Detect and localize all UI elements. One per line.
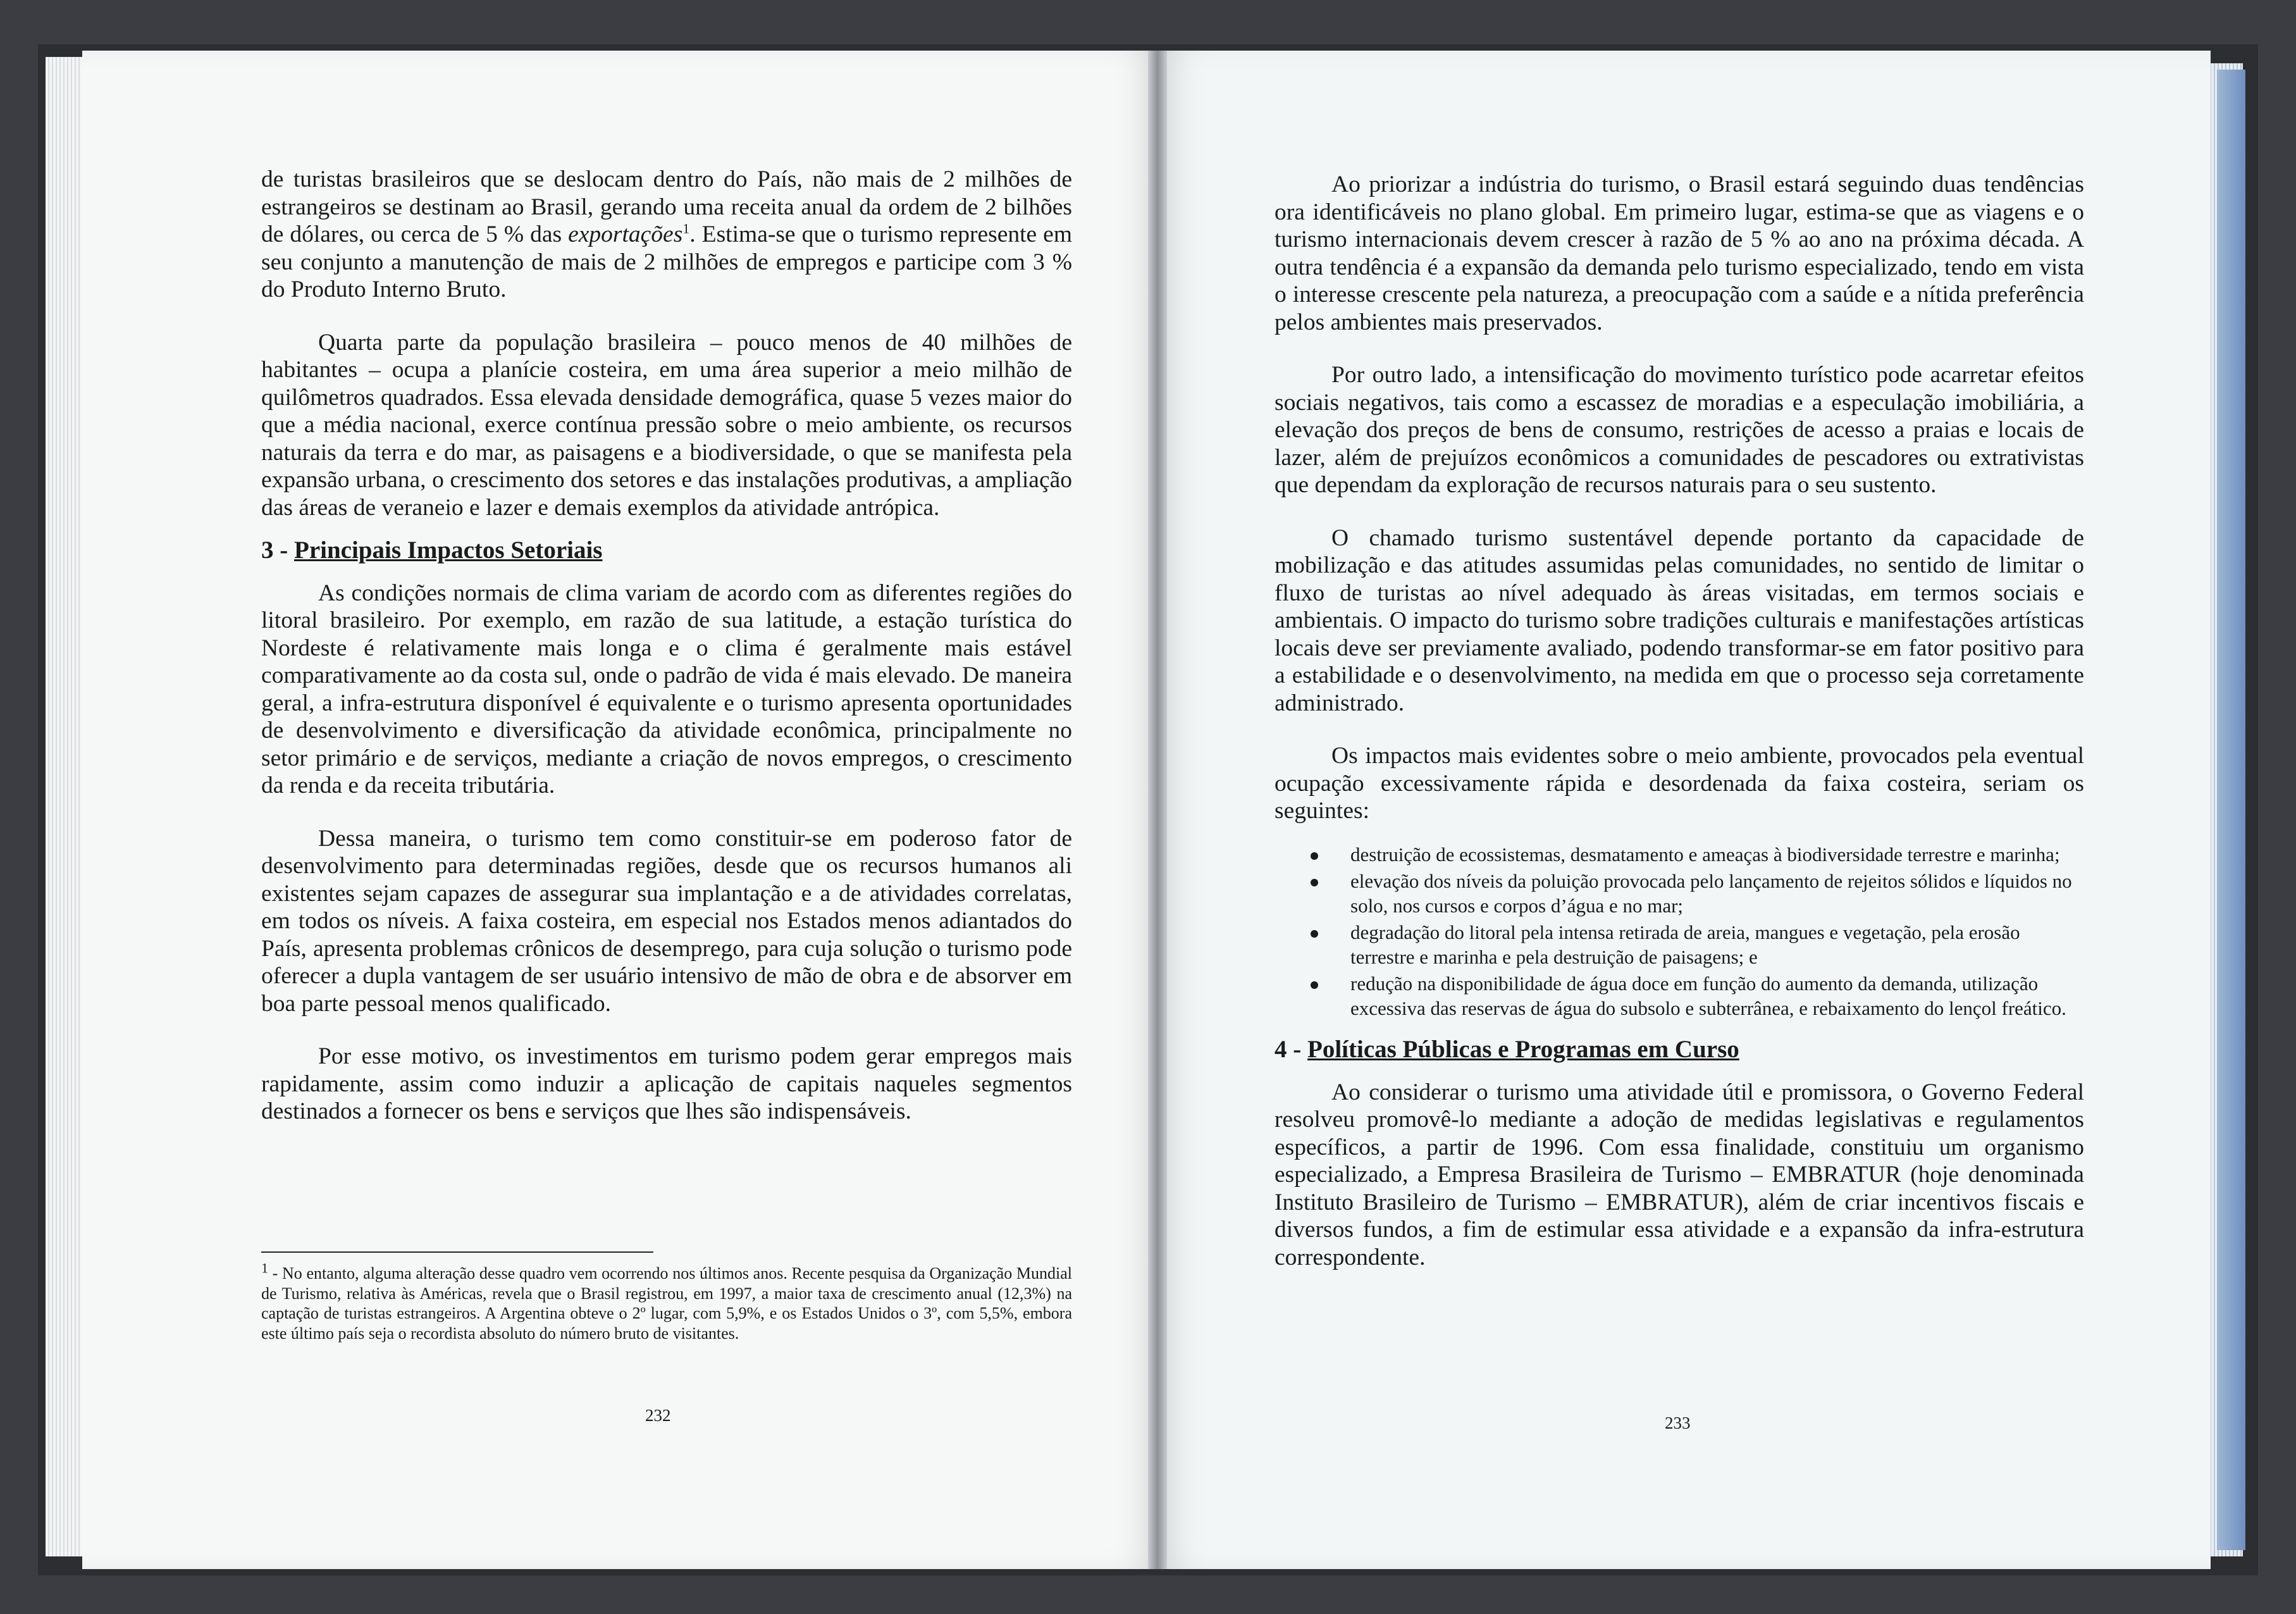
footnote-mark: 1: [682, 220, 690, 237]
bullet-icon: [1311, 981, 1318, 989]
bullet-list: [1275, 843, 2084, 1021]
list-item: redução na disponibilidade de água doce em função do aumento da demanda, utilização excessiva das reservas de água do subsolo e subterrânea, e rebaixamento do lençol freático.: [1350, 972, 2084, 1021]
paragraph: As condições normais de clima variam de acordo com as diferentes regiões do litoral brasileiro. Por exemplo, em razão de sua latitude, a estação turística do Nordeste é relativamente mais longa e o clima é geralmente mais estável comparativamente ao da costa sul, onde o padrão de vida é mais elevado. De maneira geral, a infra-estrutura disponível é equivalente e o turismo apresenta oportunidades de desenvolvimento e diversificação da atividade econômica, principalmente no setor primário e de serviços, mediante a criação de novos empregos, o crescimento da renda e da receita tributária.: [261, 580, 1072, 798]
right-cover-edge: [2217, 70, 2245, 1550]
book-gutter: [1148, 51, 1167, 1569]
italic-word: exportações: [568, 221, 683, 247]
list-item: elevação dos níveis da poluição provocada pelo lançamento de rejeitos sólidos e líquidos no solo, nos cursos e corpos d’água e no mar;: [1350, 869, 2084, 918]
paragraph: Por outro lado, a intensificação do movimento turístico pode acarretar efeitos sociais negativos, tais como a escassez de moradias e a especulação imobiliária, a elevação dos preços de bens de consumo, restrições de acesso a praias e locais de lazer, além de prejuízos econômicos a comunidades de pescadores ou extrativistas que dependam da exploração de recursos naturais para o seu sustento.: [1275, 362, 2084, 498]
right-page-text: [1275, 171, 2084, 1296]
bullet-icon: [1311, 879, 1318, 886]
bullet-icon: [1311, 930, 1318, 938]
footnote: $^1$ - No entanto, alguma alteração desse quadro vem ocorrendo nos últimos anos. Recente pesquisa da Organização Mundial de Turismo, relativa às Américas, revela que o Brasil registrou, em 1997, a maior taxa de crescimento anual (12,3%) na captação de turistas estrangeiros. A Argentina obteve o 2º lugar, com 5,9%, e os Estados Unidos o 3º, com 5,5%, embora este último país seja o recordista absoluto do número bruto de visitantes.: [261, 1260, 1072, 1343]
paragraph: Ao considerar o turismo uma atividade útil e promissora, o Governo Federal resolveu promovê-lo mediante a adoção de medidas legislativas e regulamentos específicos, a partir de 1996. Com essa finalidade, constituiu um organismo especializado, a Empresa Brasileira de Turismo – EMBRATUR (hoje denominada Instituto Brasileiro de Turismo – EMBRATUR), além de criar incentivos fiscais e diversos fundos, a fim de estimular essa atividade e a expansão da infra-estrutura correspondente.: [1275, 1079, 2084, 1270]
footnote-rule: [261, 1251, 653, 1253]
section-heading-3: 3 - Principais Impactos Setoriais: [261, 537, 603, 564]
list-item: degradação do litoral pela intensa retirada de areia, mangues e vegetação, pela erosão terrestre e marinha e pela destruição de paisagens; e: [1350, 921, 2084, 969]
page-number-left: 232: [645, 1406, 671, 1425]
bullet-icon: [1311, 852, 1318, 860]
paragraph: Quarta parte da população brasileira – pouco menos de 40 milhões de habitantes – ocupa a planície costeira, em uma área superior a meio milhão de quilômetros quadrados. Essa elevada densidade demográfica, quase 5 vezes maior do que a média nacional, exerce contínua pressão sobre o meio ambiente, os recursos naturais da terra e do mar, as paisagens e a biodiversidade, o que se manifesta pela expansão urbana, o crescimento dos setores e das instalações produtivas, a ampliação das áreas de veraneio e lazer e demais exemplos da atividade antrópica.: [261, 329, 1072, 521]
paragraph: de turistas brasileiros que se deslocam dentro do País, não mais de 2 milhões de estrangeiros se destinam ao Brasil, gerando uma receita anual da ordem de 2 bilhões de dólares, ou cerca de 5 % das exportações$^1$. Estima-se que o turismo represente em seu conjunto a manutenção de mais de 2 milhões de empregos e participe com 3 % do Produto Interno Bruto.: [261, 166, 1072, 302]
paragraph: Dessa maneira, o turismo tem como constituir-se em poderoso fator de desenvolvimento para determinadas regiões, desde que os recursos humanos ali existentes sejam capazes de assegurar sua implantação e a de atividades correlatas, em todos os níveis. A faixa costeira, em especial nos Estados menos adiantados do País, apresenta problemas crônicos de desemprego, para cuja solução o turismo pode oferecer a dupla vantagem de ser usuário intensivo de mão de obra e de absorver em boa parte pessoal menos qualificado.: [261, 825, 1072, 1017]
paragraph: O chamado turismo sustentável depende portanto da capacidade de mobilização e das atitudes assumidas pelas comunidades, no sentido de limitar o fluxo de turistas ao nível adequado às áreas visitadas, em termos sociais e ambientais. O impacto do turismo sobre tradições culturais e manifestações artísticas locais deve ser previamente avaliado, podendo transformar-se em fator positivo para a estabilidade e o desenvolvimento, na medida em que o processo seja corretamente administrado.: [1275, 525, 2084, 716]
left-page-text: [261, 166, 1072, 1151]
paragraph: Os impactos mais evidentes sobre o meio ambiente, provocados pela eventual ocupação excessivamente rápida e desordenada da faixa costeira, seriam os seguintes:: [1275, 743, 2084, 824]
section-heading-4: 4 - Políticas Públicas e Programas em Curso: [1275, 1036, 1739, 1063]
paragraph: Ao priorizar a indústria do turismo, o Brasil estará seguindo duas tendências ora identificáveis no plano global. Em primeiro lugar, estima-se que as viagens e o turismo internacionais devem crescer à razão de 5 % ao ano na próxima década. A outra tendência é a expansão da demanda pelo turismo especializado, tendo em vista o interesse crescente pela natureza, a preocupação com a saúde e a nítida preferência pelos ambientes mais preservados.: [1275, 171, 2084, 335]
paragraph: Por esse motivo, os investimentos em turismo podem gerar empregos mais rapidamente, assim como induzir a aplicação de capitais naqueles segmentos destinados a fornecer os bens e serviços que lhes são indispensáveis.: [261, 1043, 1072, 1124]
page-number-right: 233: [1665, 1413, 1691, 1432]
list-item: destruição de ecossistemas, desmatamento e ameaças à biodiversidade terrestre e marinha;: [1350, 843, 2084, 867]
